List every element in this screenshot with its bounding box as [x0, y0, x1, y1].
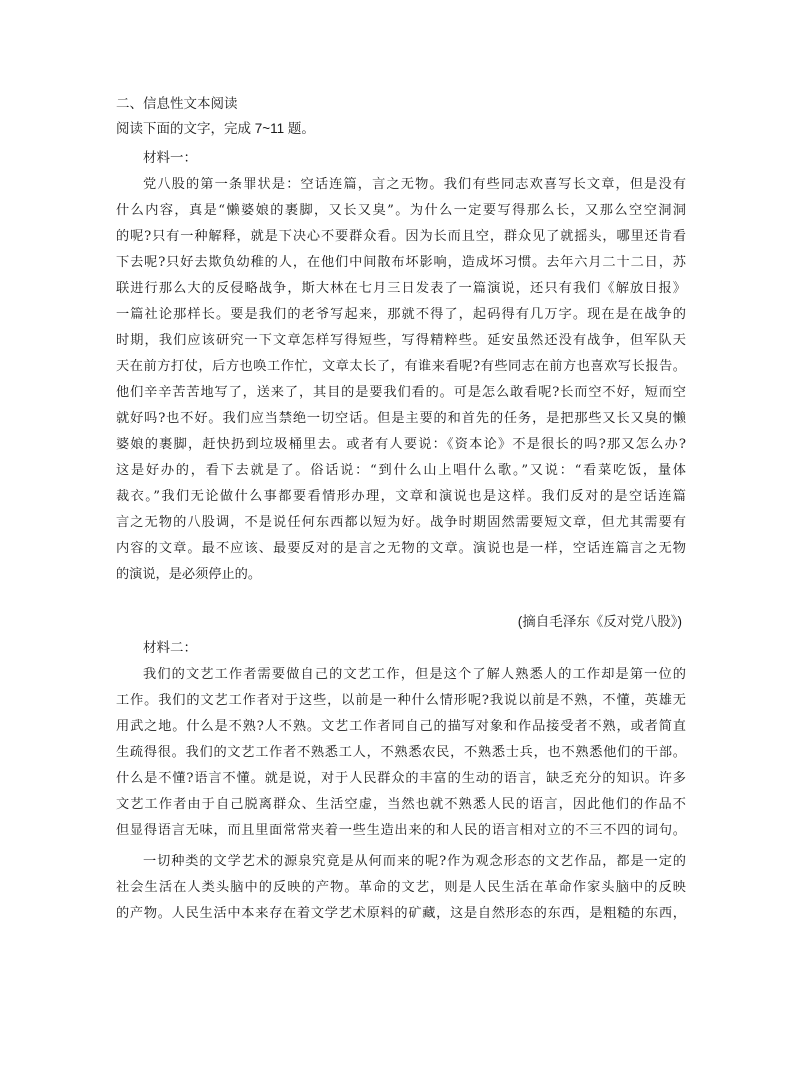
material1-line: 这是好办的，看下去就是了。俗话说：“到什么山上唱什么歌。”又说：“看菜吃饭，量体 — [116, 463, 686, 478]
material2-label: 材料二： — [143, 640, 197, 655]
material1-line: 他们辛辛苦苦地写了，送来了，其目的是要我们看的。可是怎么敢看呢?长而空不好，短而空 — [116, 385, 686, 400]
material1-line: 天在前方打仗，后方也唤工作忙，文章太长了，有谁来看呢?有些同志在前方也喜欢写长报告。 — [116, 359, 686, 374]
material1-line: 的演说，是必须停止的。 — [116, 567, 262, 582]
material1-line: 一篇社论那样长。要是我们的老爷写起来，那就不得了，起码得有几万字。现在是在战争的 — [116, 307, 686, 322]
material1-label: 材料一： — [143, 150, 197, 165]
material2-line: 什么是不懂?语言不懂。就是说，对于人民群众的丰富的生动的语言，缺乏充分的知识。许多 — [116, 771, 686, 786]
material1-line: 下去呢?只好去欺负幼稚的人，在他们中间散布坏影响，造成坏习惯。去年六月二十二日，苏 — [116, 255, 686, 270]
instruction-text: 阅读下面的文字，完成 7~11 题。 — [116, 121, 315, 136]
material2-line: 工作。我们的文艺工作者对于这些，以前是一种什么情形呢?我说以前是不熟，不懂，英雄无 — [116, 693, 686, 708]
material2-line: 社会生活在人类头脑中的反映的产物。革命的文艺，则是人民生活在革命作家头脑中的反映 — [116, 880, 686, 895]
material1-line: 的呢?只有一种解释，就是下决心不要群众看。因为长而且空，群众见了就摇头，哪里还肯看 — [116, 229, 686, 244]
material1-line: 就好吗?也不好。我们应当禁绝一切空话。但是主要的和首先的任务，是把那些又长又臭的懒 — [116, 411, 686, 426]
material1-line: 什么内容，真是“懒婆娘的裹脚，又长又臭”。为什么一定要写得那么长，又那么空空洞洞 — [116, 203, 686, 218]
material2-line: 生疏得很。我们的文艺工作者不熟悉工人，不熟悉农民，不熟悉士兵，也不熟悉他们的干部。 — [116, 745, 686, 760]
material2-line: 的产物。人民生活中本来存在着文学艺术原料的矿藏，这是自然形态的东西，是粗糙的东西， — [116, 906, 686, 921]
material1-line: 时期，我们应该研究一下文章怎样写得短些，写得精粹些。延安虽然还没有战争，但军队天 — [116, 333, 686, 348]
material2-line: 一切种类的文学艺术的源泉究竟是从何而来的呢?作为观念形态的文艺作品，都是一定的 — [143, 854, 686, 869]
material1-source: (摘自毛泽东《反对党八股》) — [517, 614, 682, 629]
material2-line: 我们的文艺工作者需要做自己的文艺工作，但是这个了解人熟悉人的工作却是第一位的 — [143, 667, 686, 682]
material2-line: 但显得语言无味，而且里面常常夹着一些生造出来的和人民的语言相对立的不三不四的词句。 — [116, 823, 686, 838]
material1-line: 婆娘的裹脚，赶快扔到垃圾桶里去。或者有人要说：《资本论》不是很长的吗?那又怎么办? — [116, 437, 686, 452]
material1-line: 党八股的第一条罪状是：空话连篇，言之无物。我们有些同志欢喜写长文章，但是没有 — [143, 177, 686, 192]
material1-line: 言之无物的八股调，不是说任何东西都以短为好。战争时期固然需要短文章，但尤其需要有 — [116, 515, 686, 530]
material1-line: 内容的文章。最不应该、最要反对的是言之无物的文章。演说也是一样，空话连篇言之无物 — [116, 541, 686, 556]
material2-line: 用武之地。什么是不熟?人不熟。文艺工作者同自己的描写对象和作品接受者不熟，或者简直 — [116, 719, 686, 734]
material1-line: 裁衣。”我们无论做什么事都要看情形办理，文章和演说也是这样。我们反对的是空话连篇 — [116, 489, 686, 504]
material2-line: 文艺工作者由于自己脱离群众、生活空虚，当然也就不熟悉人民的语言，因此他们的作品不 — [116, 797, 686, 812]
material1-line: 联进行那么大的反侵略战争，斯大林在七月三日发表了一篇演说，还只有我们《解放日报》 — [116, 281, 686, 296]
section-heading: 二、信息性文本阅读 — [116, 96, 238, 111]
